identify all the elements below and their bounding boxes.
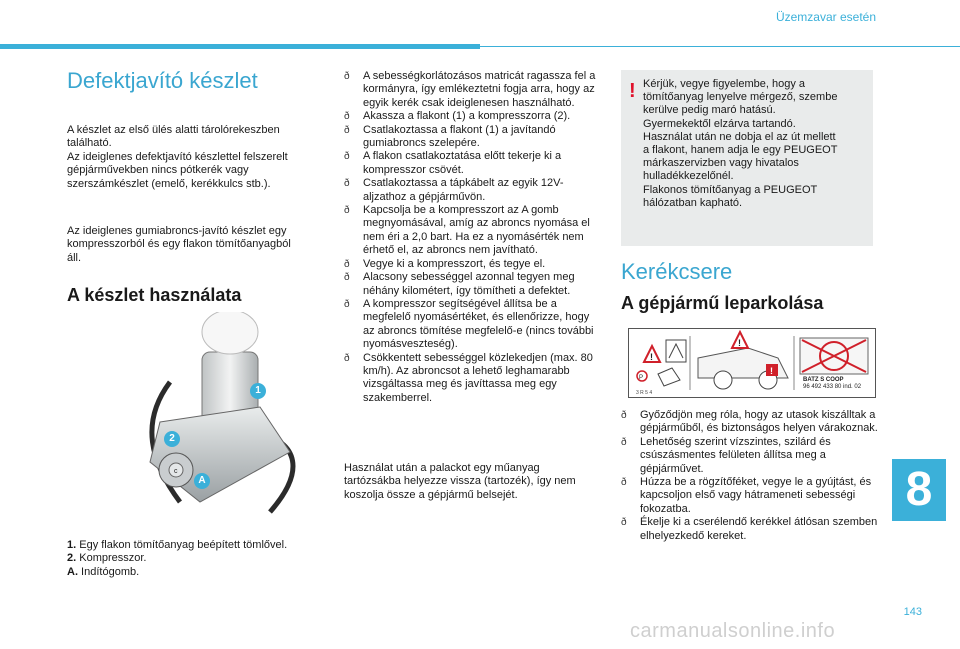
page-number: 143: [903, 606, 922, 618]
label-1: 1: [255, 385, 261, 396]
label-a: A: [198, 475, 206, 486]
usage-step: ð Csatlakoztassa a flakont (1) a javítandó gumiabroncs szelepére.: [344, 124, 602, 151]
usage-step: ð Alacsony sebességgel azonnal tegyen meg néhány kilométert, így tömítheti a defektet.: [344, 271, 602, 298]
warning-line: hálózatban kapható.: [643, 196, 743, 209]
svg-text:!: !: [738, 338, 741, 348]
usage-step: ð A sebességkorlátozásos matricát ragassza fel a kormányra, így emlékeztetni fogja arra, hogy az egyik kerék csak ideiglenesen használható.: [344, 70, 602, 110]
caption-line: [67, 539, 287, 552]
label-2: 2: [169, 433, 175, 444]
parking-step: ð Húzza be a rögzítőféket, vegye le a gyújtást, és kapcsoljon első vagy hátrameneti sebességi fokozatba.: [621, 476, 883, 516]
top-accent-bar: [0, 44, 480, 49]
intro-paragraph: [67, 124, 327, 191]
label-line: 96 492 433 80 ind. 02: [803, 384, 862, 390]
warning-line: Használat után ne dobja el az út mellett: [643, 130, 836, 143]
svg-text:!: !: [770, 366, 773, 376]
repair-kit-illustration: [140, 312, 310, 522]
caption-num: 1.: [67, 539, 77, 551]
warning-line: kerülve pedig maró hatású.: [643, 104, 776, 117]
warning-line: a flakont, hanem adja le egy PEUGEOT: [643, 144, 838, 157]
usage-step: ð Kapcsolja be a kompresszort az A gomb megnyomásával, amíg az abroncs nyomása el nem éri a 2,0 bart. Ha ez a nyomásérték nem érhető el, az abroncs nem javítható.: [344, 204, 602, 258]
svg-text:c: c: [174, 468, 178, 475]
intro-line: gépjárművekben nincs pótkerék vagy: [67, 164, 249, 177]
intro2-line: áll.: [67, 251, 82, 264]
warning-line: tömítőanyag lenyelve mérgező, szembe: [643, 91, 838, 104]
label-1-badge: [250, 383, 266, 399]
caption-text: Kompresszor.: [76, 552, 147, 565]
warning-line: Gyermekektől elzárva tartandó.: [643, 117, 796, 130]
chapter-title: Üzemzavar esetén: [775, 10, 876, 24]
parking-step: ð Lehetőség szerint vízszintes, szilárd és csúszásmentes felületen állítsa meg a gépjárművet.: [621, 436, 883, 476]
usage-step: ð Csökkentett sebességgel közlekedjen (max. 80 km/h). Az abroncsot a lehető leghamarabb vizsgáltassa meg és javíttassa meg egy szakemberrel.: [344, 352, 602, 406]
warning-line: márkaszervizben vagy hivatalos: [643, 157, 799, 170]
usage-step: ð Csatlakoztassa a tápkábelt az egyik 12V-aljzathoz a gépjárművön.: [344, 177, 602, 204]
intro2-line: Az ideiglenes gumiabroncs-javító készlet egy: [67, 225, 287, 237]
after-use-line: tartózsákba helyezze vissza (tartozék), így nem: [344, 475, 576, 488]
intro-line: A készlet az első ülés alatti tárolórekeszben: [67, 124, 280, 136]
section-title-parking: A gépjármű leparkolása: [621, 293, 824, 313]
caption-num: 2.: [67, 552, 77, 565]
parking-step: ð Győződjön meg róla, hogy az utasok kiszálltak a gépjárműből, és biztonságos helyen várakoznak.: [621, 409, 883, 436]
after-use-line: Használat után a palackot egy műanyag: [344, 462, 540, 474]
caption-line: [67, 566, 287, 579]
warning-line: Kérjük, vegye figyelembe, hogy a: [643, 78, 806, 90]
caption-text: Egy flakon tömítőanyag beépített tömlővel.: [76, 539, 288, 551]
intro2-line: kompresszorból és egy flakon tömítőanyagból: [67, 238, 291, 251]
usage-steps-list: [344, 70, 602, 405]
page-title: Defektjavító készlet: [67, 68, 258, 93]
label-line: BATZ S COOP: [803, 377, 844, 383]
svg-text:3 R 5 4: 3 R 5 4: [636, 390, 653, 396]
usage-step: ð A flakon csatlakoztatása előtt tekerje ki a kompresszor csövét.: [344, 150, 602, 177]
intro-line: szerszámkészlet (emelő, kerékkulcs stb.).: [67, 177, 271, 190]
svg-text:!: !: [650, 352, 653, 362]
section-title-wheel-change: Kerékcsere: [621, 259, 733, 284]
usage-step: ð Vegye ki a kompresszort, és tegye el.: [344, 258, 602, 271]
label-manufacturer: [803, 377, 861, 391]
after-use-line: koszolja össze a gépjármű belsejét.: [344, 488, 518, 501]
parking-steps-list: [621, 409, 883, 543]
warning-line: hulladékkezelőnél.: [643, 170, 734, 183]
top-rule: [480, 46, 960, 47]
section-title-kit-use: A készlet használata: [67, 285, 242, 305]
warning-line: Flakonos tömítőanyag a PEUGEOT: [643, 183, 818, 196]
chapter-tab: 8: [892, 459, 946, 521]
svg-text:P: P: [639, 375, 644, 381]
exclamation-icon: !: [629, 80, 636, 102]
after-use-paragraph: [344, 462, 606, 502]
intro-line: található.: [67, 137, 112, 150]
watermark: carmanualsonline.info: [630, 620, 836, 642]
warning-text: [643, 78, 865, 210]
label-2-badge: [164, 431, 180, 447]
parking-step: ð Ékelje ki a cserélendő kerékkel átlósan szemben elhelyezkedő kereket.: [621, 516, 883, 543]
label-a-badge: [194, 473, 210, 489]
caption-text: Indítógomb.: [78, 565, 140, 578]
caption-line: [67, 552, 287, 565]
warning-box: [621, 70, 873, 246]
usage-step: ð Akassza a flakont (1) a kompresszorra (2).: [344, 110, 602, 123]
intro-paragraph-2: [67, 225, 327, 265]
usage-step: ð A kompresszor segítségével állítsa be a megfelelő nyomásértéket, és ellenőrizze, hogy az abroncs tömítése megfelelő-e (nincs további nyomásveszteség).: [344, 298, 602, 352]
intro-line: Az ideiglenes defektjavító készlettel felszerelt: [67, 150, 288, 163]
caption-num: A.: [67, 565, 78, 578]
image-captions: [67, 539, 287, 579]
